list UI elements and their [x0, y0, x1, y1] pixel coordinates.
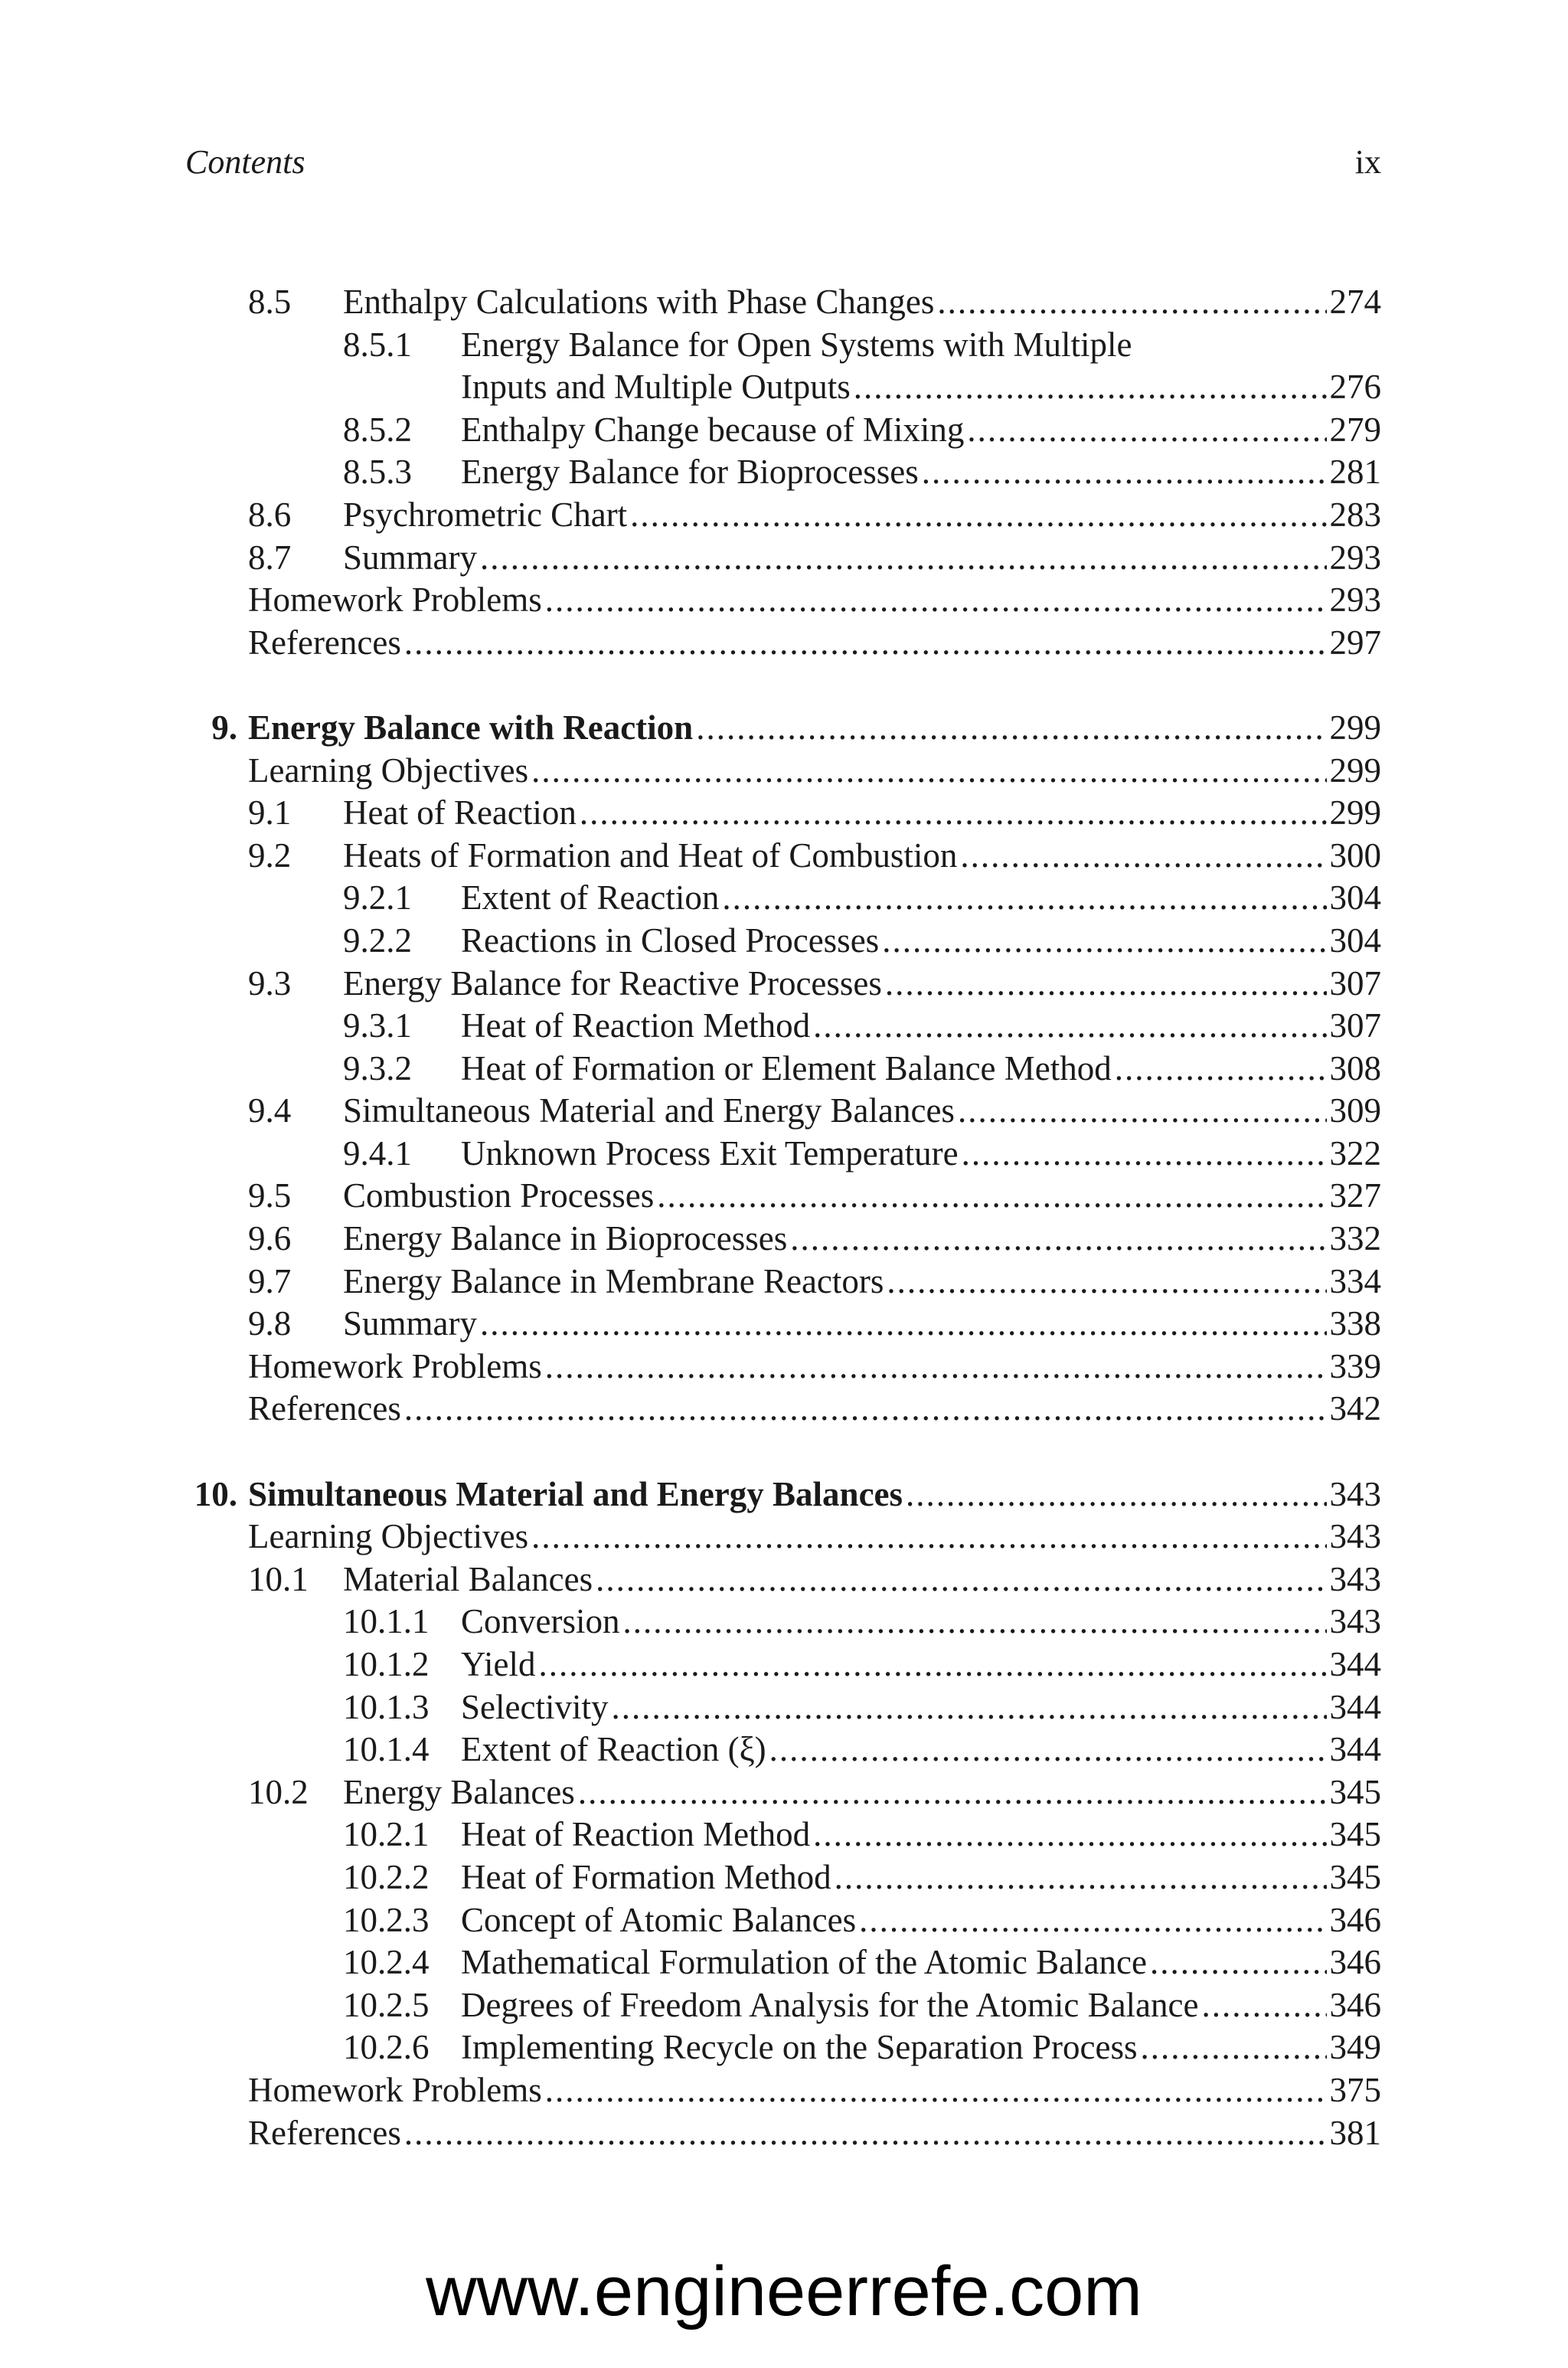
toc-entry-title: Inputs and Multiple Outputs	[461, 368, 851, 407]
toc-entry-title: Energy Balance in Membrane Reactors	[343, 1261, 884, 1300]
toc-entry-title: Heat of Formation Method	[461, 1857, 831, 1896]
dot-leader	[545, 1346, 1327, 1386]
dot-leader	[630, 495, 1326, 535]
toc-entry-title: Extent of Reaction	[461, 878, 720, 917]
dot-leader	[1150, 1942, 1326, 1982]
toc-entry-title: Mathematical Formulation of the Atomic Balance	[461, 1943, 1148, 1982]
toc-entry-page: 345	[1329, 1857, 1381, 1896]
toc-entry-title: Psychrometric Chart	[343, 495, 628, 534]
dot-leader	[404, 2113, 1327, 2153]
toc-entry-page: 300	[1329, 836, 1381, 875]
dot-leader	[906, 1474, 1326, 1514]
toc-entry-page: 279	[1329, 410, 1381, 449]
dot-leader	[885, 963, 1327, 1003]
toc-entry-page: 334	[1329, 1261, 1381, 1300]
watermark-url: www.engineerrefe.com	[426, 2252, 1142, 2330]
toc-entry-page: 322	[1329, 1133, 1381, 1173]
toc-entry-page: 297	[1329, 623, 1381, 662]
dot-leader	[922, 452, 1327, 492]
toc-entry[interactable]	[185, 1729, 1381, 1772]
toc-entry-page: 346	[1329, 1900, 1381, 1939]
toc-entry-number: 9.3.1	[343, 1006, 412, 1045]
toc-entry-number: 9.3.2	[343, 1048, 412, 1088]
dot-leader	[1141, 2027, 1327, 2067]
toc-entry[interactable]	[185, 1261, 1381, 1304]
toc-entry-number: 8.7	[248, 538, 292, 577]
toc-entry-page: 327	[1329, 1176, 1381, 1215]
toc-entry[interactable]	[185, 580, 1381, 623]
toc-entry[interactable]	[185, 836, 1381, 878]
toc-entry-title: Energy Balance for Open Systems with Multiple	[461, 325, 1132, 364]
toc-entry[interactable]	[185, 921, 1381, 963]
toc-entry-number: 10.2.5	[343, 1985, 430, 2024]
toc-entry[interactable]	[185, 963, 1381, 1006]
toc-entry[interactable]	[185, 1942, 1381, 1985]
dot-leader	[611, 1687, 1326, 1727]
toc-entry-number: 10.1.2	[343, 1645, 430, 1683]
dot-leader	[887, 1261, 1326, 1301]
toc-entry-title: Unknown Process Exit Temperature	[461, 1133, 959, 1173]
toc-entry[interactable]	[185, 1303, 1381, 1346]
dot-leader	[790, 1218, 1326, 1258]
toc-entry[interactable]	[185, 1772, 1381, 1815]
toc-entry-page: 339	[1329, 1346, 1381, 1385]
toc-entry-continuation[interactable]	[185, 367, 1381, 410]
dot-leader	[1115, 1048, 1327, 1088]
toc-entry-title: Enthalpy Calculations with Phase Changes	[343, 283, 935, 321]
dot-leader	[859, 1900, 1326, 1940]
toc-entry-title: Energy Balance for Reactive Processes	[343, 963, 882, 1002]
toc-entry-page: 344	[1329, 1730, 1381, 1769]
toc-entry-number: 9.2	[248, 836, 292, 875]
toc-entry-title: Energy Balances	[343, 1772, 575, 1811]
toc-entry-title: Learning Objectives	[248, 1517, 529, 1556]
toc-entry[interactable]	[185, 325, 1381, 368]
toc-entry-number: 10.1	[248, 1559, 309, 1598]
toc-chapter-entry[interactable]	[185, 1474, 1381, 1517]
toc-entry-page: 343	[1329, 1517, 1381, 1556]
toc-entry-number: 9.6	[248, 1219, 292, 1258]
toc-entry-page: 349	[1329, 2028, 1381, 2067]
dot-leader	[813, 1006, 1326, 1045]
toc-entry-number: 10.2	[248, 1772, 309, 1811]
toc-entry-page: 342	[1329, 1389, 1381, 1428]
toc-entry-title: Simultaneous Material and Energy Balances	[248, 1474, 903, 1513]
toc-entry-title: Heat of Formation or Element Balance Method	[461, 1048, 1112, 1088]
toc-entry-number: 10.	[194, 1474, 237, 1513]
dot-leader	[937, 282, 1326, 322]
toc-entry-number: 8.6	[248, 495, 292, 534]
toc-entry-number: 10.2.1	[343, 1815, 430, 1854]
toc-entry-number: 9.4	[248, 1091, 292, 1130]
toc-entry-page: 304	[1329, 921, 1381, 960]
toc-entry-title: Yield	[461, 1645, 536, 1683]
toc-entry-page: 299	[1329, 708, 1381, 747]
toc-entry-title: Heat of Reaction Method	[461, 1006, 811, 1045]
toc-entry-title: Summary	[343, 1304, 477, 1343]
section-spacer	[185, 665, 1381, 708]
toc-entry-page: 299	[1329, 751, 1381, 790]
toc-entry-page: 345	[1329, 1815, 1381, 1854]
toc-entry-page: 338	[1329, 1304, 1381, 1343]
toc-entry[interactable]	[185, 538, 1381, 581]
toc-entry[interactable]	[185, 1133, 1381, 1176]
toc-entry[interactable]	[185, 751, 1381, 793]
running-head-title: Contents	[185, 143, 305, 181]
toc-entry-number: 10.1.3	[343, 1687, 430, 1726]
dot-leader	[545, 2070, 1327, 2110]
table-of-contents	[185, 282, 1381, 2155]
toc-entry-page: 346	[1329, 1985, 1381, 2024]
toc-entry[interactable]	[185, 793, 1381, 836]
toc-entry[interactable]	[185, 1006, 1381, 1048]
dot-leader	[578, 1772, 1327, 1812]
dot-leader	[404, 623, 1327, 662]
toc-entry-title: Extent of Reaction (ξ)	[461, 1730, 766, 1769]
toc-entry[interactable]	[185, 1091, 1381, 1133]
toc-entry-title: Homework Problems	[248, 1346, 542, 1385]
toc-entry-title: Conversion	[461, 1602, 620, 1641]
toc-entry-number: 10.1.4	[343, 1730, 430, 1769]
toc-entry-number: 9.4.1	[343, 1133, 412, 1173]
toc-entry-number: 8.5.2	[343, 410, 412, 449]
toc-entry[interactable]	[185, 282, 1381, 325]
toc-entry[interactable]	[185, 1176, 1381, 1218]
dot-leader	[531, 1516, 1326, 1556]
toc-entry-number: 10.2.2	[343, 1857, 430, 1896]
toc-chapter-entry[interactable]	[185, 708, 1381, 751]
dot-leader	[962, 1133, 1327, 1173]
toc-entry-page: 308	[1329, 1048, 1381, 1088]
toc-entry-page: 307	[1329, 1006, 1381, 1045]
section-spacer	[185, 1431, 1381, 1474]
page-number: ix	[1354, 143, 1381, 181]
dot-leader	[854, 367, 1327, 407]
dot-leader	[967, 410, 1326, 450]
running-head	[185, 142, 1381, 188]
toc-entry-title: Heat of Reaction	[343, 793, 577, 832]
dot-leader	[1201, 1985, 1326, 2025]
toc-entry[interactable]	[185, 1218, 1381, 1261]
toc-entry[interactable]	[185, 1900, 1381, 1943]
toc-entry-number: 8.5	[248, 283, 292, 321]
toc-entry[interactable]	[185, 1985, 1381, 2028]
toc-entry-page: 274	[1329, 283, 1381, 321]
toc-entry-number: 10.2.4	[343, 1943, 430, 1982]
toc-entry-page: 293	[1329, 581, 1381, 620]
dot-leader	[769, 1729, 1327, 1769]
toc-entry-title: Degrees of Freedom Analysis for the Atomic Balance	[461, 1985, 1199, 2024]
toc-entry-page: 343	[1329, 1559, 1381, 1598]
toc-entry-title: Selectivity	[461, 1687, 609, 1726]
toc-entry-page: 332	[1329, 1219, 1381, 1258]
toc-entry-title: Material Balances	[343, 1559, 593, 1598]
toc-entry-title: Implementing Recycle on the Separation Process	[461, 2028, 1138, 2067]
toc-entry[interactable]	[185, 1814, 1381, 1857]
toc-entry-title: Combustion Processes	[343, 1176, 655, 1215]
toc-entry-page: 304	[1329, 878, 1381, 917]
toc-entry-title: Homework Problems	[248, 2070, 542, 2109]
toc-entry-page: 309	[1329, 1091, 1381, 1130]
toc-entry[interactable]	[185, 1601, 1381, 1644]
toc-entry-number: 9.	[211, 708, 237, 747]
toc-entry-page: 381	[1329, 2113, 1381, 2152]
dot-leader	[696, 708, 1326, 747]
dot-leader	[480, 538, 1327, 577]
toc-entry-title: Heats of Formation and Heat of Combustion	[343, 836, 958, 875]
toc-entry-title: Homework Problems	[248, 581, 542, 620]
toc-entry-page: 293	[1329, 538, 1381, 577]
dot-leader	[835, 1857, 1327, 1897]
dot-leader	[882, 921, 1326, 960]
toc-entry-page: 375	[1329, 2070, 1381, 2109]
toc-entry-page: 281	[1329, 453, 1381, 492]
toc-entry-page: 345	[1329, 1772, 1381, 1811]
dot-leader	[596, 1559, 1326, 1599]
toc-entry-title: Summary	[343, 538, 477, 577]
dot-leader	[657, 1176, 1326, 1215]
toc-entry-number: 9.3	[248, 963, 292, 1002]
toc-entry-number: 9.7	[248, 1261, 292, 1300]
toc-entry-page: 299	[1329, 793, 1381, 832]
toc-entry[interactable]	[185, 1644, 1381, 1687]
dot-leader	[580, 793, 1327, 832]
toc-entry-number: 10.2.6	[343, 2028, 430, 2067]
toc-entry-page: 344	[1329, 1645, 1381, 1683]
toc-entry-number: 9.2.1	[343, 878, 412, 917]
toc-entry[interactable]	[185, 1857, 1381, 1900]
toc-entry-title: Learning Objectives	[248, 751, 529, 790]
toc-entry[interactable]	[185, 1048, 1381, 1091]
toc-entry-title: Concept of Atomic Balances	[461, 1900, 857, 1939]
toc-entry[interactable]	[185, 2070, 1381, 2113]
dot-leader	[480, 1303, 1327, 1343]
dot-leader	[958, 1091, 1327, 1130]
dot-leader	[404, 1388, 1327, 1428]
toc-entry[interactable]	[185, 1687, 1381, 1730]
toc-entry-number: 10.1.1	[343, 1602, 430, 1641]
dot-leader	[623, 1601, 1327, 1641]
toc-entry[interactable]	[185, 1516, 1381, 1559]
toc-entry-title: Energy Balance for Bioprocesses	[461, 453, 919, 492]
toc-entry-number: 9.1	[248, 793, 292, 832]
dot-leader	[813, 1814, 1326, 1854]
toc-entry[interactable]	[185, 495, 1381, 538]
toc-entry[interactable]	[185, 878, 1381, 921]
toc-entry-title: Energy Balance with Reaction	[248, 708, 694, 747]
toc-entry-page: 307	[1329, 963, 1381, 1002]
toc-entry[interactable]	[185, 623, 1381, 666]
toc-entry-title: References	[248, 2113, 401, 2152]
toc-entry-title: Heat of Reaction Method	[461, 1815, 811, 1854]
toc-entry-number: 9.8	[248, 1304, 292, 1343]
toc-entry-page: 343	[1329, 1474, 1381, 1513]
toc-entry[interactable]	[185, 1346, 1381, 1389]
toc-entry-title: References	[248, 1389, 401, 1428]
toc-entry-page: 283	[1329, 495, 1381, 534]
toc-entry-title: Energy Balance in Bioprocesses	[343, 1219, 788, 1258]
toc-entry-title: References	[248, 623, 401, 662]
toc-entry-title: Simultaneous Material and Energy Balances	[343, 1091, 955, 1130]
dot-leader	[545, 580, 1327, 620]
dot-leader	[960, 836, 1326, 875]
toc-entry-page: 343	[1329, 1602, 1381, 1641]
toc-entry[interactable]	[185, 1559, 1381, 1602]
dot-leader	[531, 751, 1326, 790]
toc-entry[interactable]	[185, 2113, 1381, 2156]
toc-entry-number: 9.5	[248, 1176, 292, 1215]
toc-entry-number: 8.5.3	[343, 453, 412, 492]
toc-entry-page: 276	[1329, 368, 1381, 407]
toc-entry[interactable]	[185, 2027, 1381, 2070]
toc-entry-number: 8.5.1	[343, 325, 412, 364]
toc-entry[interactable]	[185, 452, 1381, 495]
toc-entry[interactable]	[185, 1388, 1381, 1431]
toc-entry-number: 10.2.3	[343, 1900, 430, 1939]
toc-entry-page: 344	[1329, 1687, 1381, 1726]
toc-entry-title: Reactions in Closed Processes	[461, 921, 880, 960]
dot-leader	[722, 878, 1326, 917]
toc-entry[interactable]	[185, 410, 1381, 453]
dot-leader	[539, 1644, 1327, 1684]
toc-entry-page: 346	[1329, 1943, 1381, 1982]
toc-entry-number: 9.2.2	[343, 921, 412, 960]
toc-entry-title: Enthalpy Change because of Mixing	[461, 410, 965, 449]
